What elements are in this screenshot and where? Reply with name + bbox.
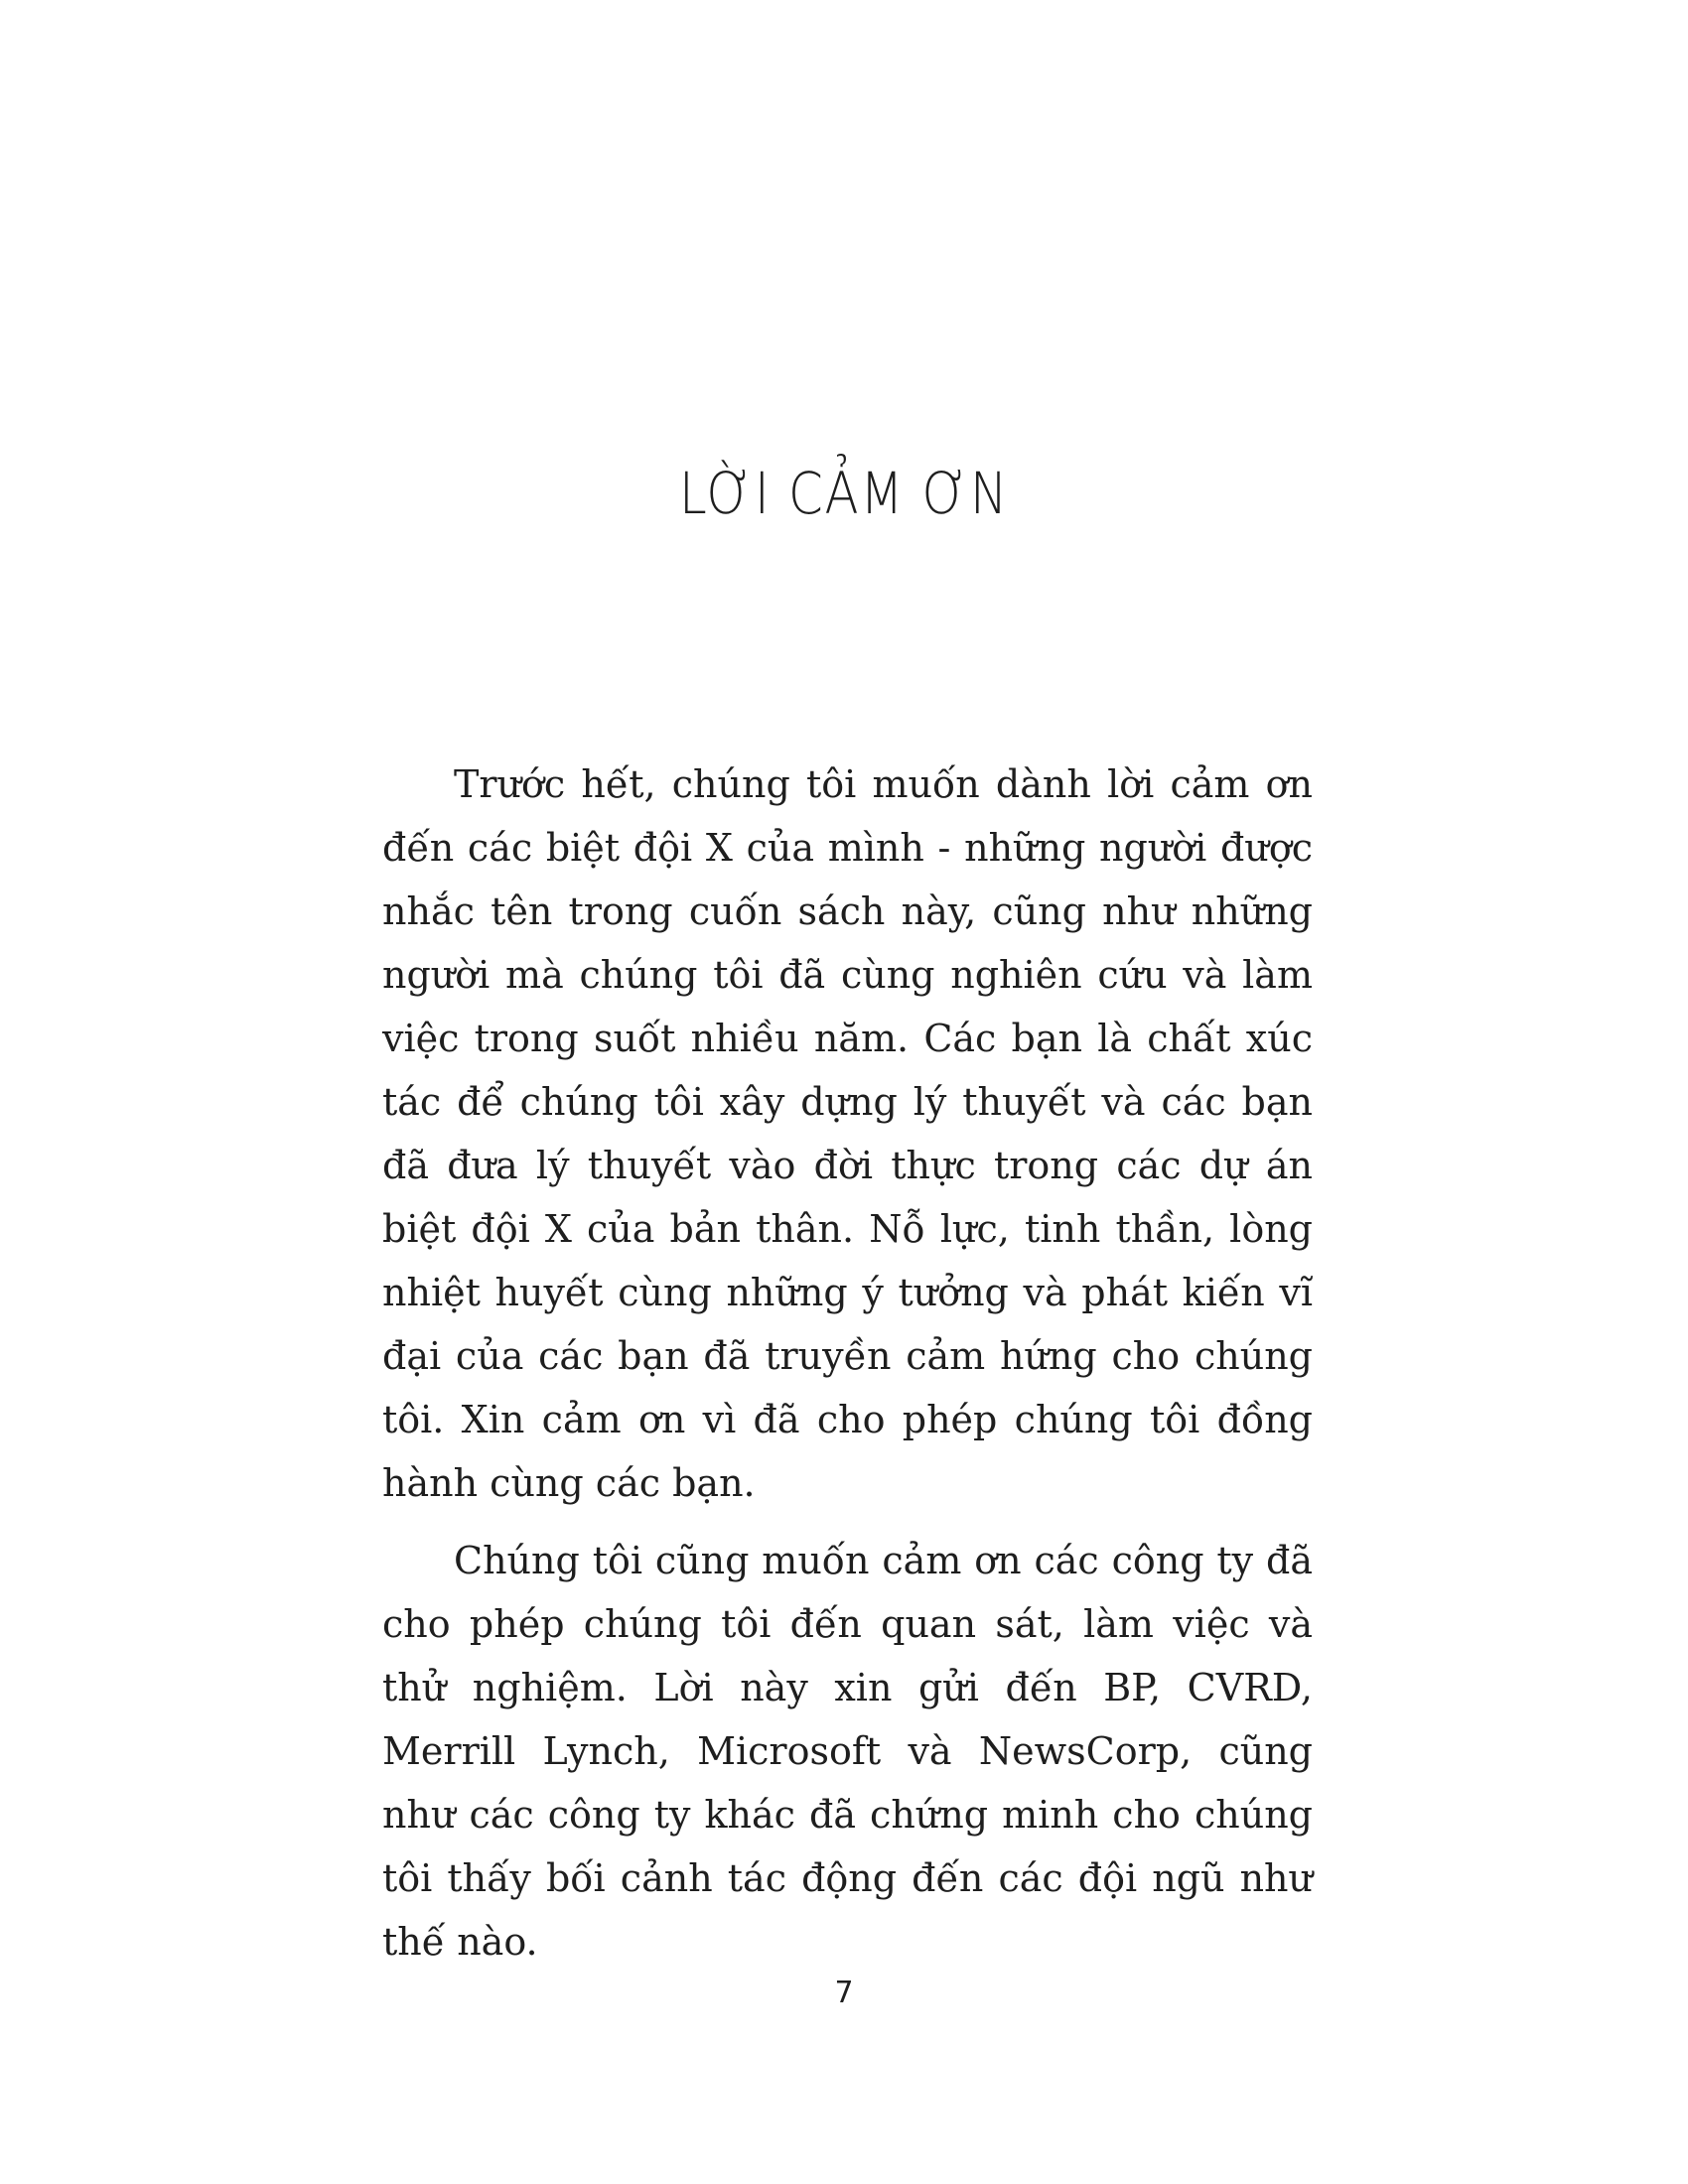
paragraph-1: Trước hết, chúng tôi muốn dành lời cảm ơn đến các biệt đội X của mình - những người được nhắc tên trong cuốn sách này, cũng như những người mà chúng tôi đã cùng nghiên cứu và làm việc trong suốt nhiều năm. Các bạn là chất xúc tác để chúng tôi xây dựng lý thuyết và các bạn đã đưa lý thuyết vào đời thực trong các dự án biệt đội X của bản thân. Nỗ lực, tinh thần, lòng nhiệt huyết cùng những ý tưởng và phát kiến vĩ đại của các bạn đã truyền cảm hứng cho chúng tôi. Xin cảm ơn vì đã cho phép chúng tôi đồng hành cùng các bạn.: [382, 762, 1313, 1505]
body-text: [382, 752, 1313, 1987]
page-number: 7: [834, 1976, 854, 2010]
paragraph-2: Chúng tôi cũng muốn cảm ơn các công ty đã cho phép chúng tôi đến quan sát, làm việc và thử nghiệm. Lời này xin gửi đến BP, CVRD, Merrill Lynch, Microsoft và NewsCorp, cũng như các công ty khác đã chứng minh cho chúng tôi thấy bối cảnh tác động đến các đội ngũ như thế nào.: [382, 1539, 1313, 1964]
chapter-title: LỜI CẢM ƠN: [678, 460, 1010, 527]
